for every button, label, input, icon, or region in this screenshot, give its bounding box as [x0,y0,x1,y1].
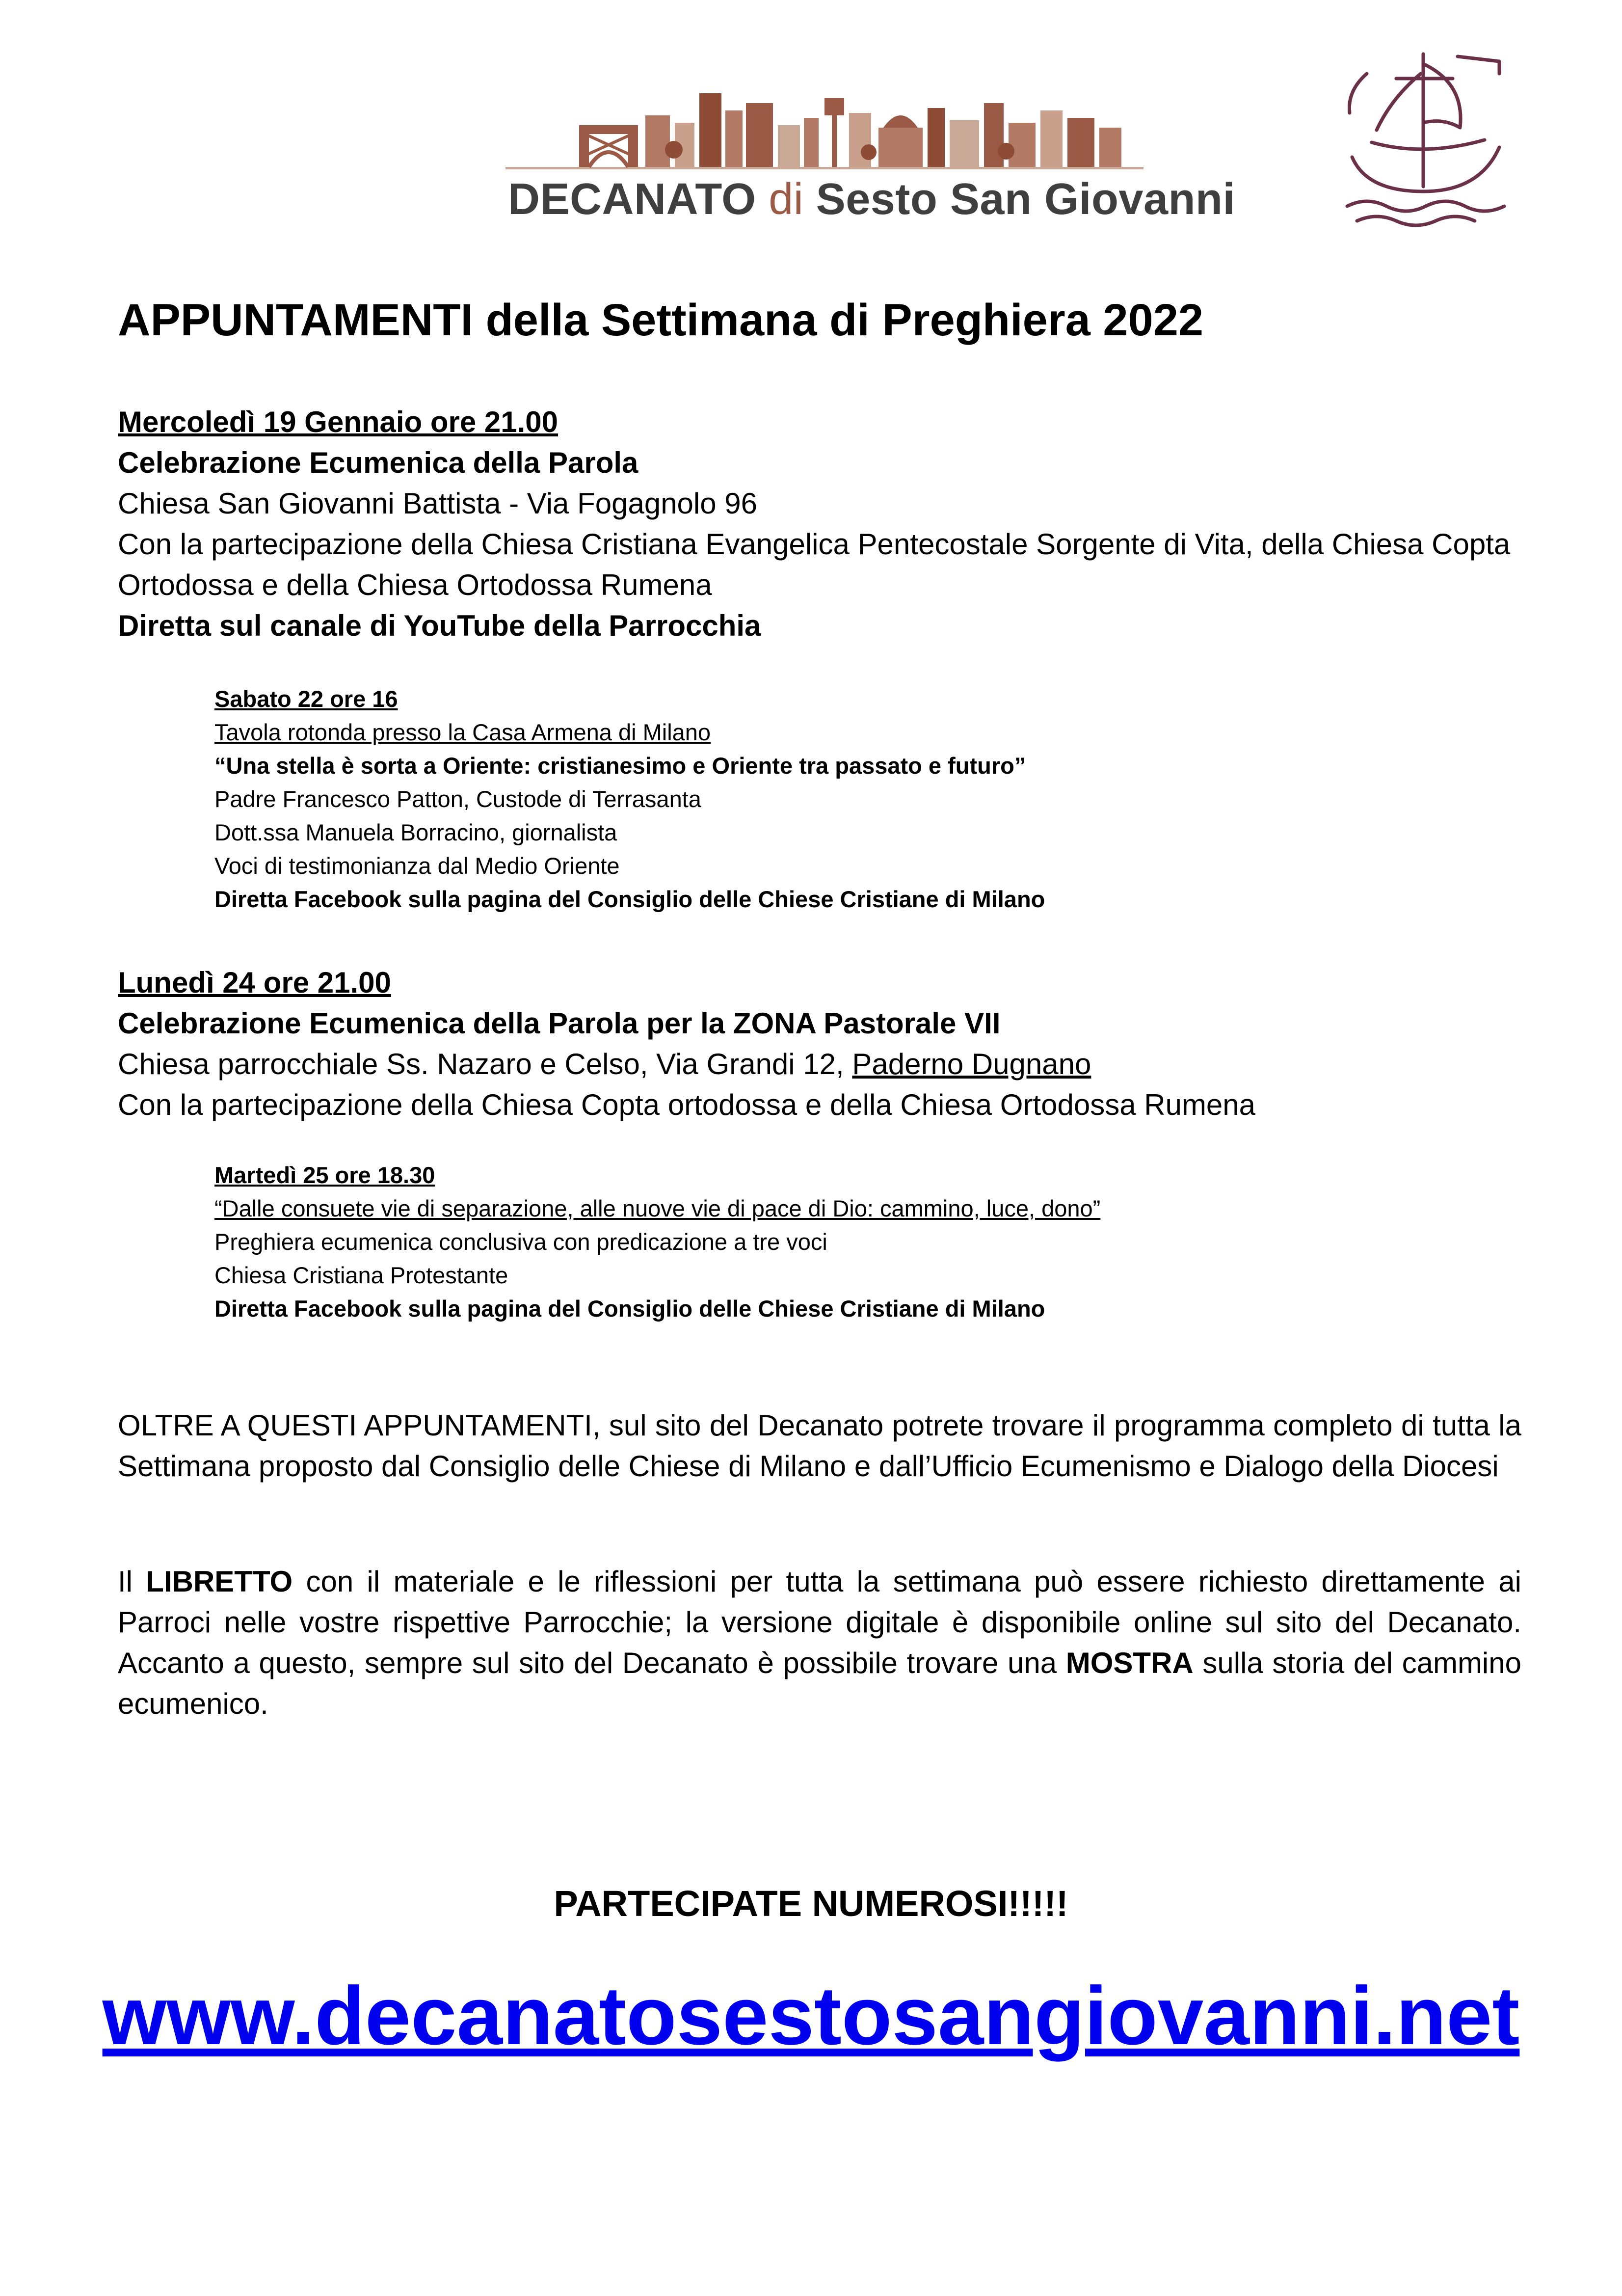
event-24-january [118,962,1531,1125]
logo-main: DECANATO [508,175,756,224]
event-date: Sabato 22 ore 16 [214,686,398,712]
event-theme: “Una stella è sorta a Oriente: cristianesimo e Oriente tra passato e futuro” [214,753,1026,779]
skyline-icon [505,88,1158,174]
event-date: Mercoledì 19 Gennaio ore 21.00 [118,405,558,438]
logo-place: Sesto San Giovanni [816,175,1235,224]
event-19-january [118,402,1531,646]
ship-cross-emblem-icon [1337,44,1514,231]
call-to-action: PARTECIPATE NUMEROSI!!!!! [554,1883,1068,1924]
event-date: Martedì 25 ore 18.30 [214,1162,435,1188]
program-info-paragraph [118,1405,1521,1486]
event-speaker: Padre Francesco Patton, Custode di Terrasanta [214,786,701,812]
event-host: Chiesa Cristiana Protestante [214,1262,508,1288]
event-theme: “Dalle consuete vie di separazione, alle nuove vie di pace di Dio: cammino, luce, dono” [214,1195,1101,1221]
booklet-info-text [118,1561,1521,1724]
event-place: Chiesa San Giovanni Battista - Via Fogagnolo 96 [118,487,758,520]
event-speaker: Dott.ssa Manuela Borracino, giornalista [214,819,617,845]
event-description: Preghiera ecumenica conclusiva con predicazione a tre voci [214,1229,827,1255]
text-fragment: con il materiale e le riflessioni per tutta la settimana può essere richiesto direttamente ai Parroci nelle vostre rispettive Parrocchie; la versione digitale è disponibile online sul sito del Decanato. Accanto a questo, sempre sul sito del Decanato è possibile trovare una [118,1565,1522,1679]
paderno-dugnano-link[interactable]: Paderno Dugnano [852,1048,1091,1080]
event-25-january [214,1159,1490,1325]
event-name: Celebrazione Ecumenica della Parola [118,446,638,479]
website-link[interactable]: www.decanatosestosangiovanni.net [102,1970,1520,2062]
mostra-emphasis: MOSTRA [1065,1647,1194,1679]
logo-wordmark [508,174,1235,225]
event-participation: Con la partecipazione della Chiesa Cristiana Evangelica Pentecostale Sorgente di Vita, della Chiesa Copta Ortodossa e della Chiesa Ortodossa Rumena [118,528,1511,601]
event-format: Tavola rotonda presso la Casa Armena di Milano [214,719,711,745]
logo-di: di [769,175,804,224]
libretto-emphasis: LIBRETTO [146,1565,293,1598]
text-fragment: sulla storia del cammino ecumenico. [118,1647,1521,1720]
event-participation: Con la partecipazione della Chiesa Copta ortodossa e della Chiesa Ortodossa Rumena [118,1088,1256,1121]
decanato-logo [505,88,1235,231]
event-stream: Diretta sul canale di YouTube della Parrocchia [118,609,761,642]
text-fragment: Il [118,1565,146,1598]
event-name: Celebrazione Ecumenica della Parola per la ZONA Pastorale VII [118,1007,1001,1040]
booklet-info-paragraph [118,1561,1521,1724]
event-place-text: Chiesa parrocchiale Ss. Nazaro e Celso, Via Grandi 12, [118,1048,852,1080]
event-stream: Diretta Facebook sulla pagina del Consiglio delle Chiese Cristiane di Milano [214,1296,1045,1322]
page-title: APPUNTAMENTI della Settimana di Preghiera 2022 [118,295,1204,345]
program-info-text: OLTRE A QUESTI APPUNTAMENTI, sul sito del Decanato potrete trovare il programma completo di tutta la Settimana proposto dal Consiglio delle Chiese di Milano e dall’Ufficio Ecumenismo e Dialogo della Diocesi [118,1409,1521,1483]
event-22-january [214,682,1490,916]
event-place [118,1044,1531,1084]
event-date: Lunedì 24 ore 21.00 [118,966,391,999]
event-speaker: Voci di testimonianza dal Medio Oriente [214,853,620,879]
event-stream: Diretta Facebook sulla pagina del Consiglio delle Chiese Cristiane di Milano [214,886,1045,912]
